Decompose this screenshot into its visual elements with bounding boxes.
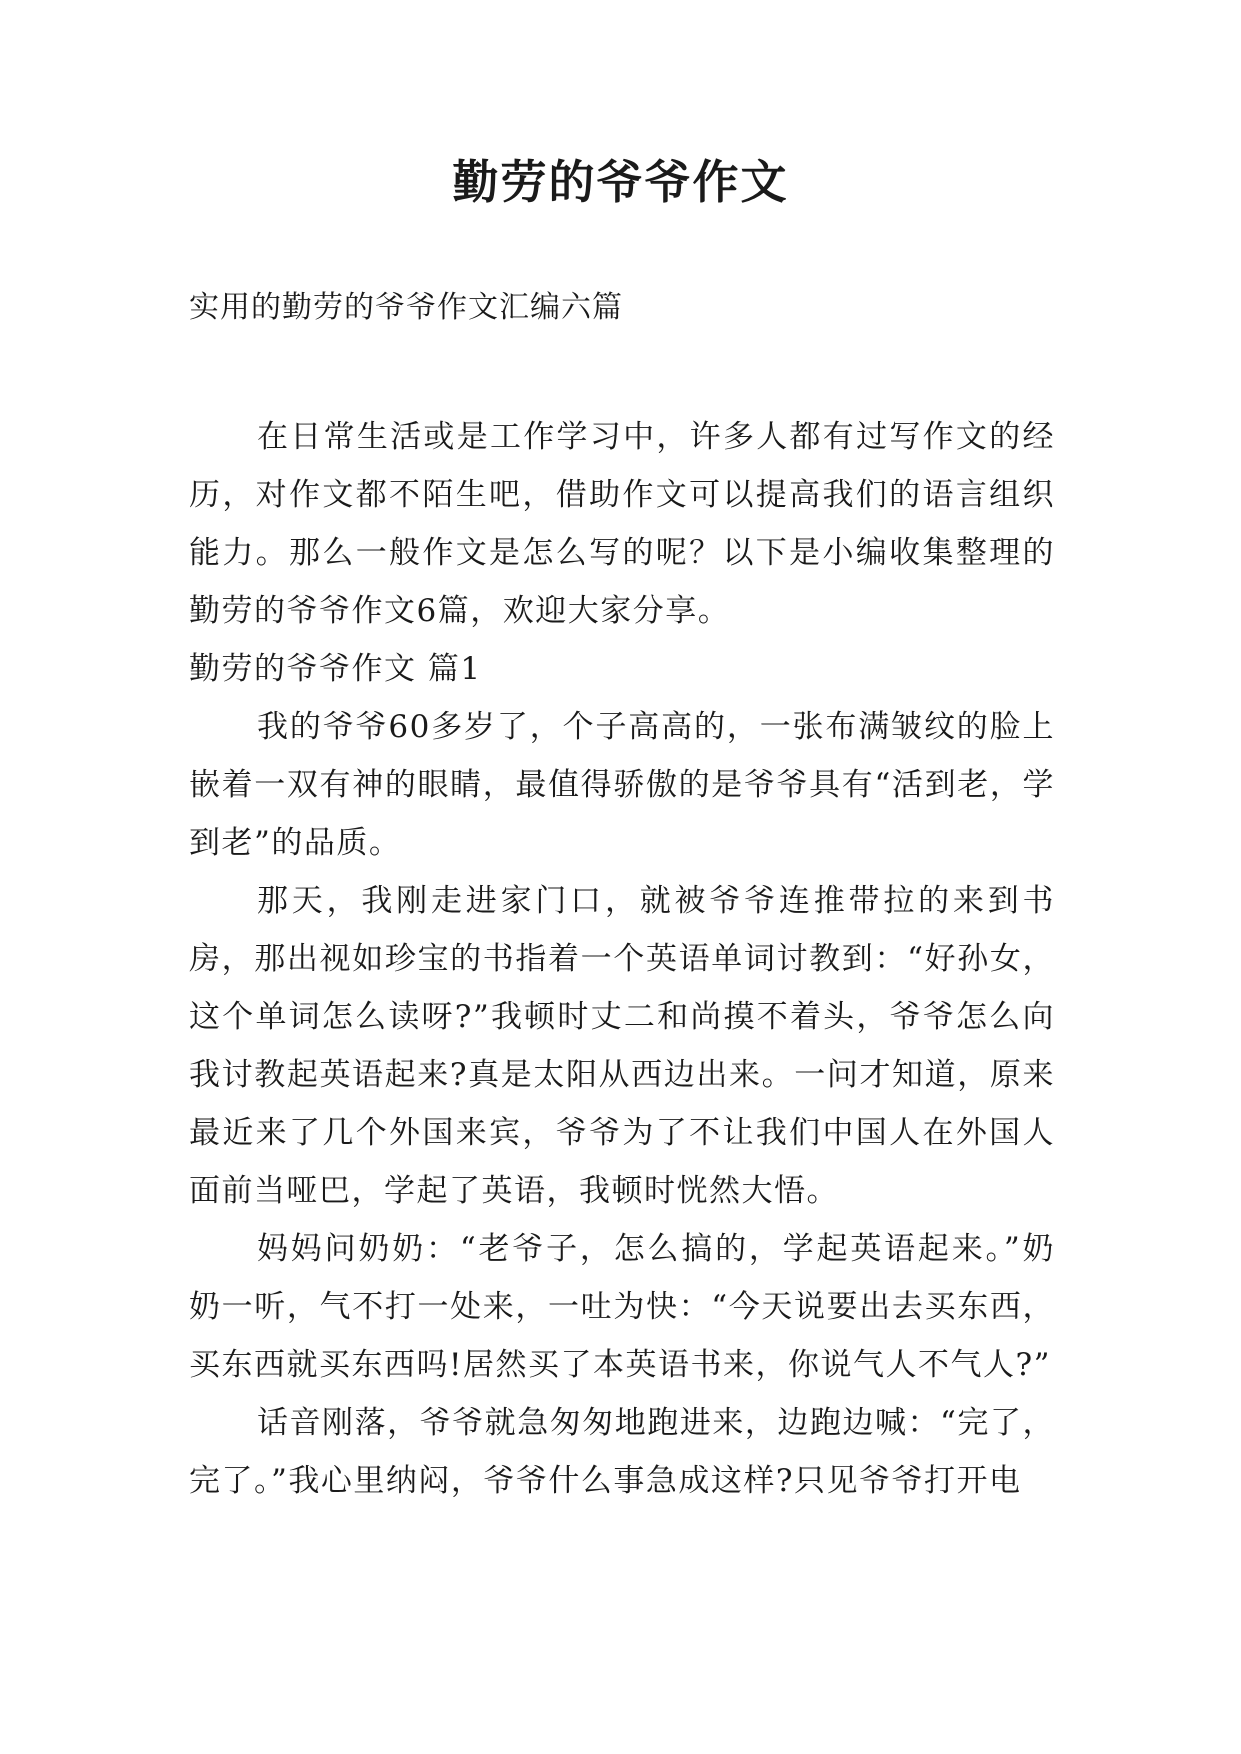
- document-subtitle: 实用的勤劳的爷爷作文汇编六篇: [189, 290, 623, 325]
- document-body: [189, 408, 1055, 1510]
- intro-paragraph: 在日常生活或是工作学习中，许多人都有过写作文的经历，对作文都不陌生吧，借助作文可以提高我们的语言组织能力。那么一般作文是怎么写的呢？以下是小编收集整理的勤劳的爷爷作文6篇，欢迎大家分享。: [189, 419, 1055, 629]
- section-heading: 勤劳的爷爷作文 篇1: [189, 651, 482, 687]
- document-title: 勤劳的爷爷作文: [452, 155, 789, 209]
- body-paragraph: 话音刚落，爷爷就急匆匆地跑进来，边跑边喊：“完了，完了。”我心里纳闷，爷爷什么事急成这样?只见爷爷打开电: [189, 1405, 1055, 1499]
- body-paragraph: 我的爷爷60多岁了，个子高高的，一张布满皱纹的脸上嵌着一双有神的眼睛，最值得骄傲的是爷爷具有“活到老，学到老”的品质。: [189, 709, 1055, 861]
- body-paragraph: 那天，我刚走进家门口，就被爷爷连推带拉的来到书房，那出视如珍宝的书指着一个英语单词讨教到：“好孙女，这个单词怎么读呀?”我顿时丈二和尚摸不着头，爷爷怎么向我讨教起英语起来?真是太阳从西边出来。一问才知道，原来最近来了几个外国来宾，爷爷为了不让我们中国人在外国人面前当哑巴，学起了英语，我顿时恍然大悟。: [189, 883, 1055, 1209]
- body-paragraph: 妈妈问奶奶：“老爷子，怎么搞的，学起英语起来。”奶奶一听，气不打一处来，一吐为快：“今天说要出去买东西，买东西就买东西吗!居然买了本英语书来，你说气人不气人?”: [189, 1231, 1055, 1383]
